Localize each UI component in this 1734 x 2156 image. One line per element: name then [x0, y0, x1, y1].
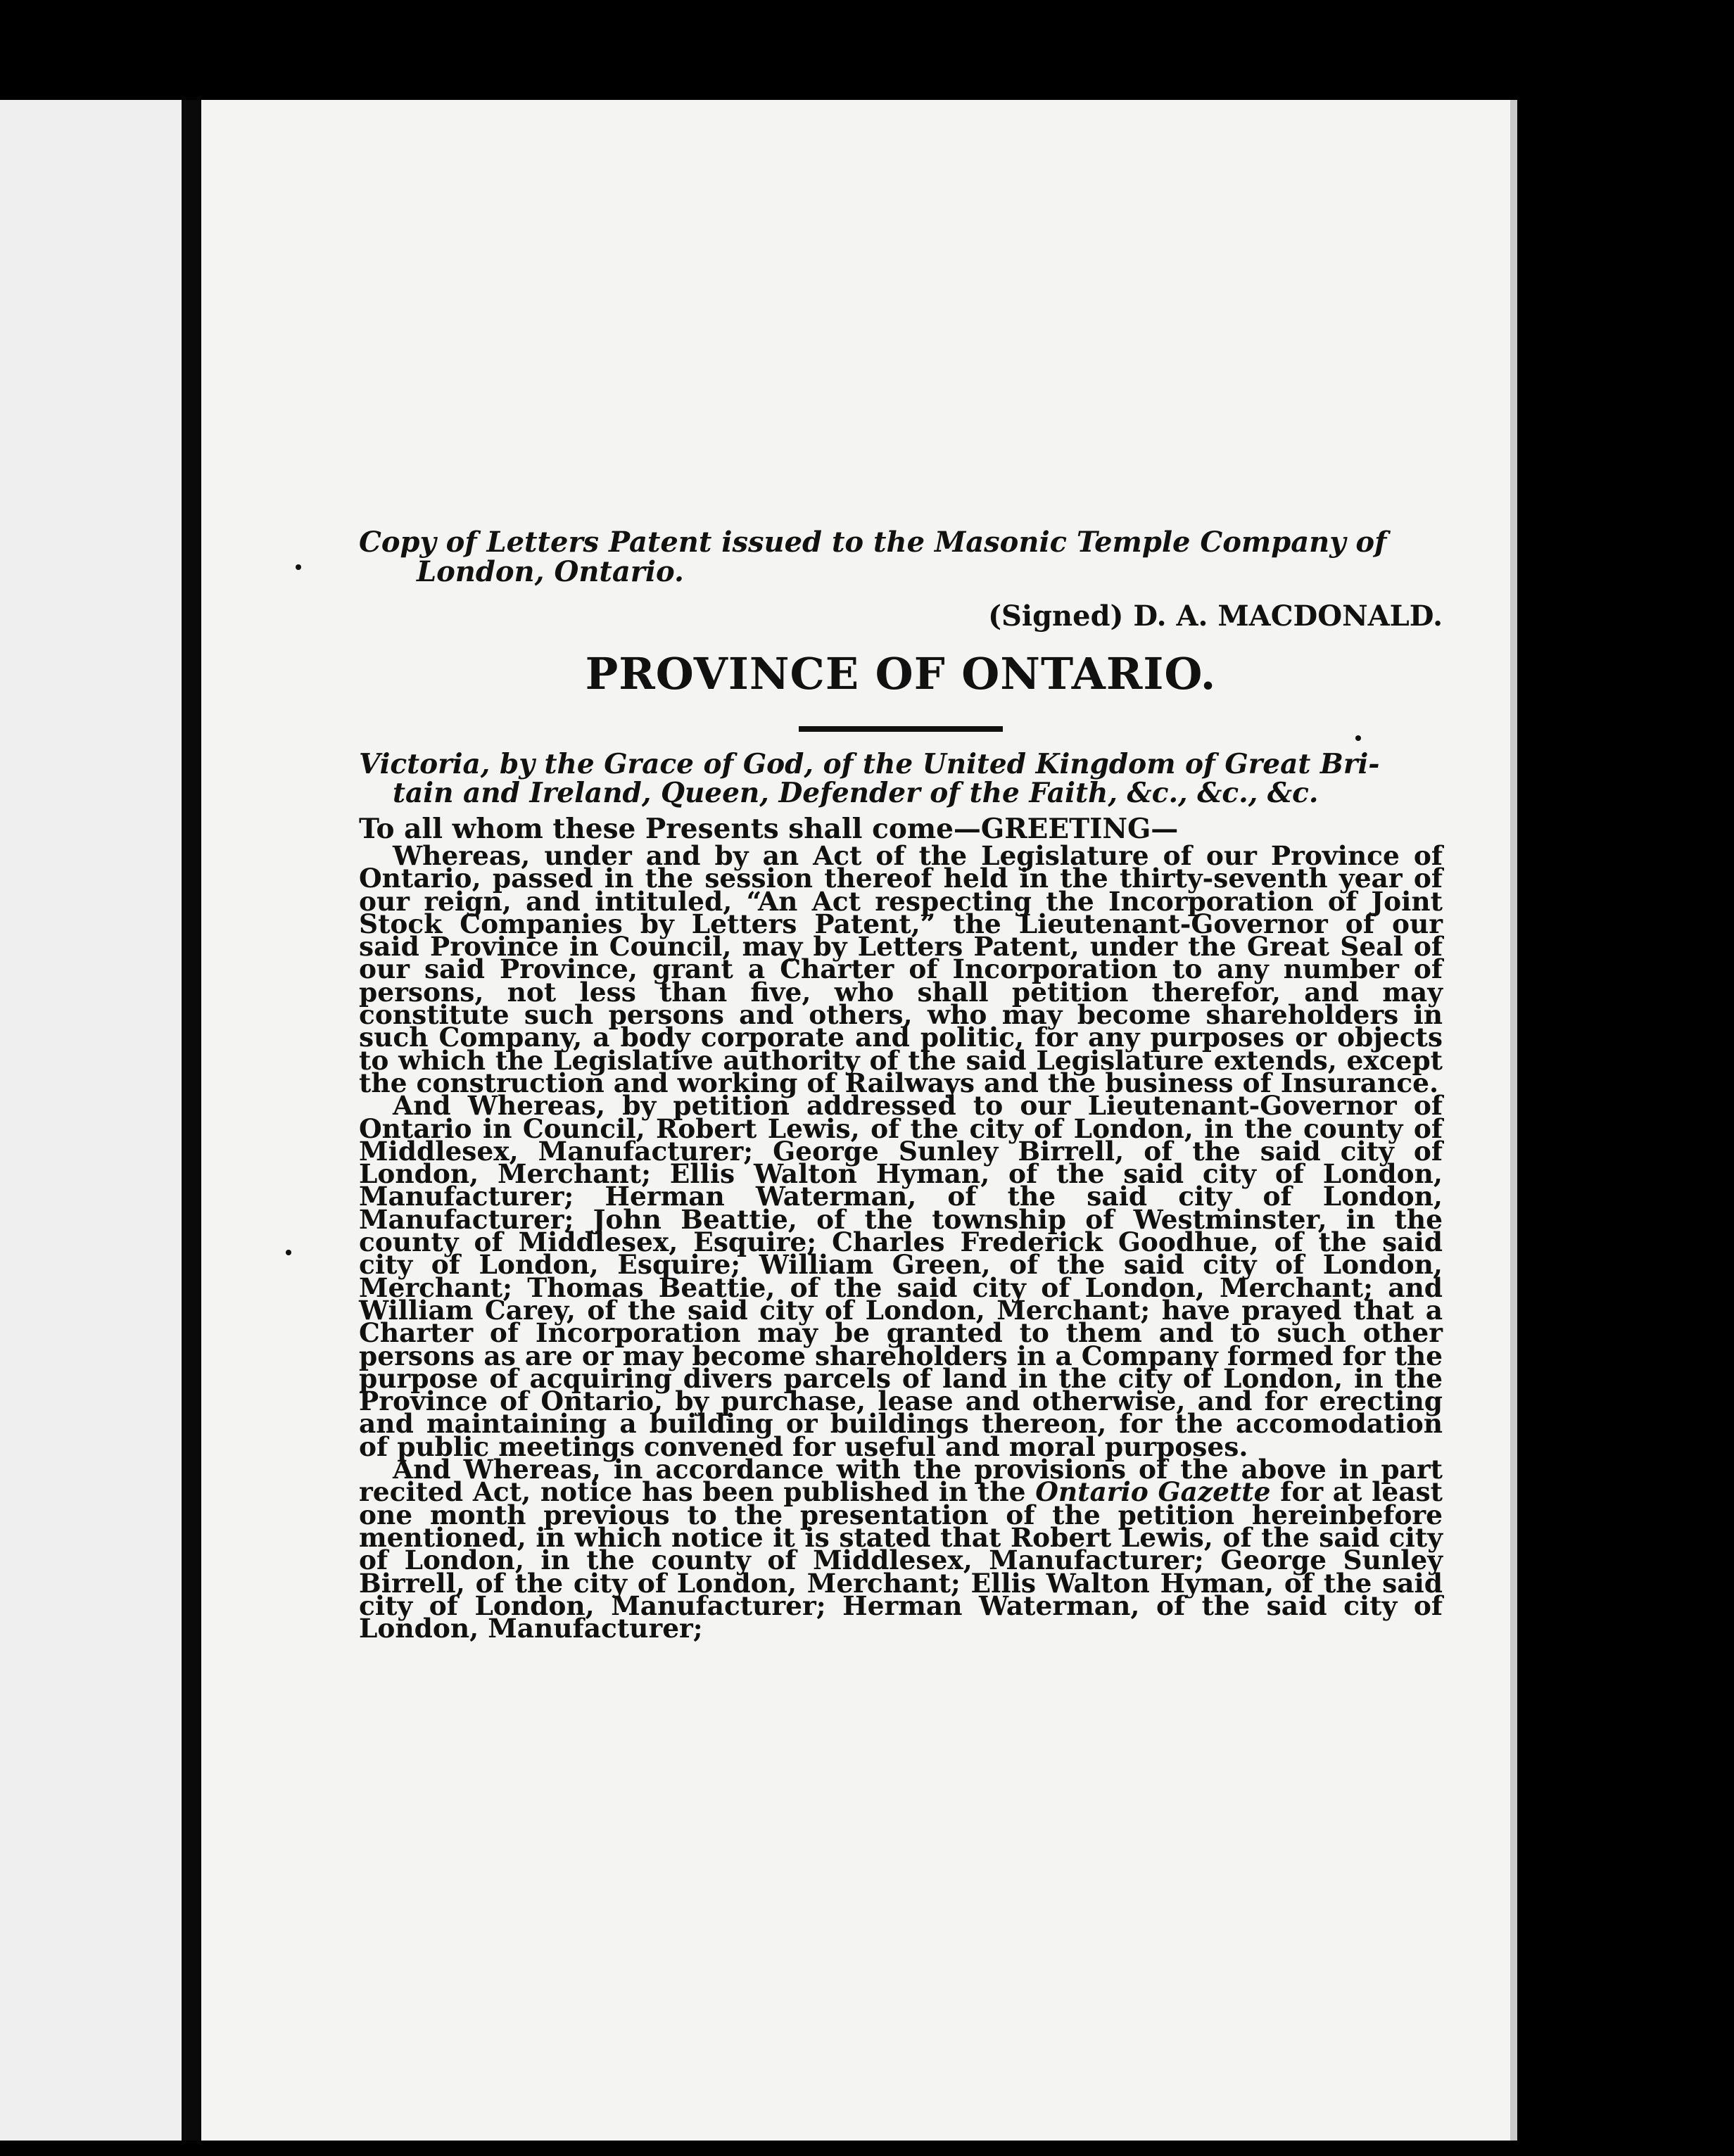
- paragraph-3-start: And Whereas, in accordance with the provisions of the above in part recited Act, notice has been published in the: [359, 1454, 1443, 1508]
- page-edge-shadow: [1510, 100, 1517, 2141]
- royal-style-intro: [359, 750, 1443, 808]
- ontario-gazette-ref: Ontario Gazette: [1035, 1476, 1271, 1508]
- header-note-line2: London, Ontario.: [417, 555, 684, 588]
- whereas-paragraph-3: [359, 1454, 1443, 1644]
- royal-style-line1: Victoria, by the Grace of God, of the United Kingdom of Great Bri-: [359, 748, 1380, 780]
- header-note-line1: Copy of Letters Patent issued to the Masonic Temple Company of: [359, 526, 1387, 559]
- header-note: [359, 528, 1443, 587]
- letters-patent-text: [359, 526, 1443, 1644]
- greeting-line: To all whom these Presents shall come—GREETING—: [359, 813, 1179, 845]
- whereas-paragraph-1: Whereas, under and by an Act of the Legislature of our Province of Ontario, passed in the session thereof held in the thirty-seventh year of our reign, and intituled, “An Act respecting the Incorporation of Joint Stock Companies by Letters Patent,” the Lieutenant-Governor of our said Province in Council, may by Letters Patent, under the Great Seal of our said Province, grant a Charter of Incorporation to any number of persons, not less than five, who shall petition therefor, and may constitute such persons and others, who may become shareholders in such Company, a body corporate and politic, for any purposes or objects to which the Legislative authority of the said Legislature extends, except the construction and working of Railways and the business of Insurance.: [359, 840, 1443, 1098]
- title-rule: [799, 726, 1003, 732]
- ink-speck: [296, 564, 301, 570]
- royal-style-line2: tain and Ireland, Queen, Defender of the Faith, &c., &c., &c.: [393, 777, 1319, 809]
- facing-page: [0, 100, 182, 2141]
- ink-speck: [286, 1250, 291, 1255]
- whereas-paragraph-2: And Whereas, by petition addressed to our Lieutenant-Governor of Ontario in Council, Robert Lewis, of the city of London, in the county of Middlesex, Manufacturer; George Sunley Birrell, of the said city of London, Merchant; Ellis Walton Hyman, of the said city of London, Manufacturer; Herman Waterman, of the said city of London, Manufacturer; John Beattie, of the township of Westminster, in the county of Middlesex, Esquire; Charles Frederick Goodhue, of the said city of London, Esquire; William Green, of the said city of London, Merchant; Thomas Beattie, of the said city of London, Merchant; and William Carey, of the said city of London, Merchant; have prayed that a Charter of Incorporation may be granted to them and to such other persons as are or may become shareholders in a Company formed for the purpose of acquiring divers parcels of land in the city of London, in the Province of Ontario, by purchase, lease and otherwise, and for erecting and maintaining a building or buildings thereon, for the accomodation of public meetings convened for useful and moral purposes.: [359, 1090, 1443, 1462]
- signature-line: (Signed) D. A. MACDONALD.: [988, 600, 1443, 633]
- page-title: PROVINCE OF ONTARIO.: [585, 648, 1217, 699]
- paragraph-3-end: for at least one month previous to the presentation of the petition hereinbefore mentioned, in which notice it is stated that Robert Lewis, of the said city of London, in the county of Middlesex, Manufacturer; George Sunley Birrell, of the city of London, Merchant; Ellis Walton Hyman, of the said city of London, Manufacturer; Herman Waterman, of the said city of London, Manufacturer;: [359, 1476, 1443, 1644]
- document-page: [201, 100, 1510, 2141]
- book-gutter: [182, 100, 201, 2141]
